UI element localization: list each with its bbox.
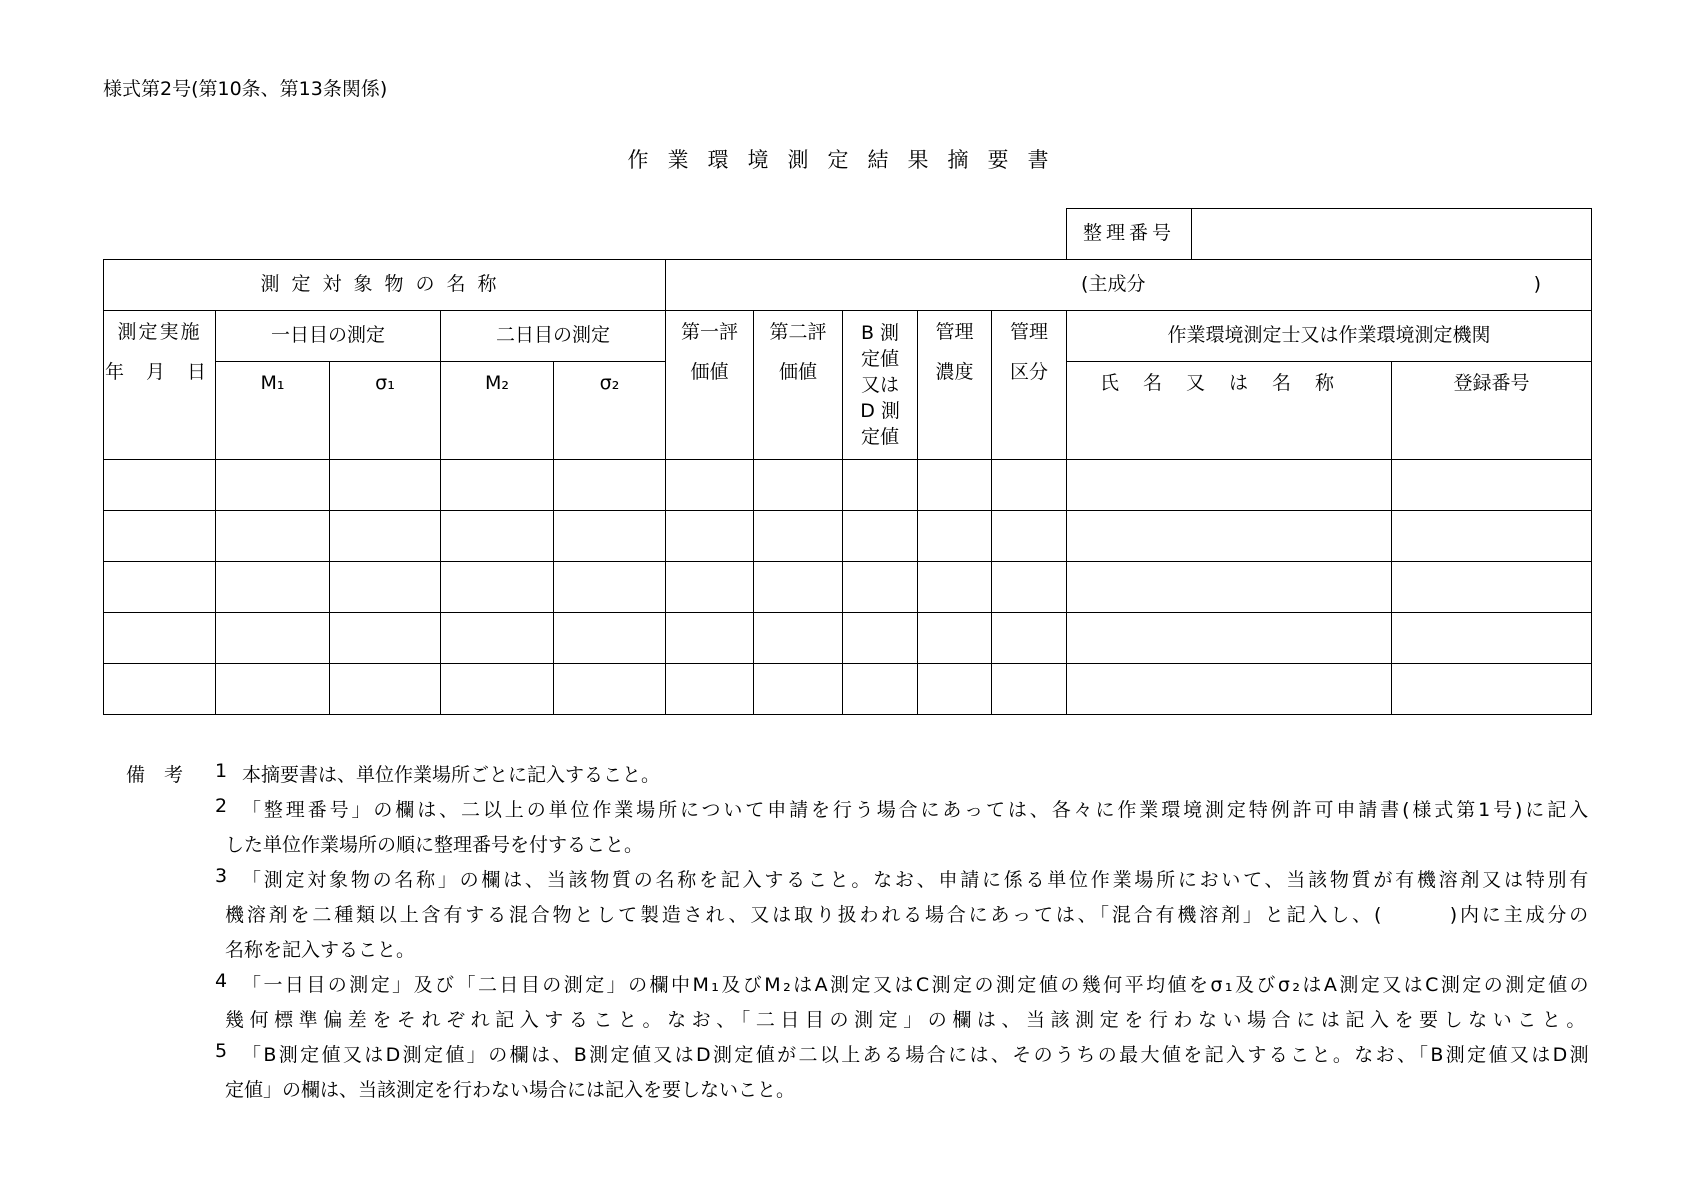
- control-concentration-header: [918, 311, 992, 460]
- table-cell[interactable]: [330, 562, 441, 613]
- date-label-2: 年 月 日: [104, 360, 215, 383]
- table-cell[interactable]: [1392, 664, 1592, 715]
- table-cell[interactable]: [104, 460, 216, 511]
- table-cell[interactable]: [666, 460, 754, 511]
- table-cell[interactable]: [666, 613, 754, 664]
- table-cell[interactable]: [554, 511, 666, 562]
- note-text-line: 「測定対象物の名称」の欄は、当該物質の名称を記入すること。なお、申請に係る単位作業場所において、当該物質が有機溶剤又は特別有: [242, 869, 1591, 891]
- note-number: 2: [215, 795, 228, 817]
- form-number: 様式第2号(第10条、第13条関係): [103, 78, 388, 100]
- table-cell[interactable]: [330, 664, 441, 715]
- reference-number-box: [1066, 208, 1592, 260]
- notes-label: 備 考: [126, 764, 184, 786]
- eval2-label-a: 第二評: [769, 321, 827, 343]
- table-cell[interactable]: [216, 460, 330, 511]
- control-class-header: [992, 311, 1067, 460]
- table-cell[interactable]: [216, 562, 330, 613]
- note-text-line: 「一日目の測定」及び「二日目の測定」の欄中M₁及びM₂はA測定又はC測定の測定値の幾何平均値をσ₁及びσ₂はA測定又はC測定の測定値の: [242, 974, 1591, 996]
- note-text-line: 「B測定値又はD測定値」の欄は、B測定値又はD測定値が二以上ある場合には、そのうちの最大値を記入すること。なお、「B測定値又はD測: [242, 1044, 1591, 1066]
- table-cell[interactable]: [992, 562, 1067, 613]
- table-cell[interactable]: [1392, 613, 1592, 664]
- table-cell[interactable]: [1067, 664, 1392, 715]
- table-cell[interactable]: [992, 460, 1067, 511]
- table-cell[interactable]: [843, 511, 918, 562]
- m2-header: M₂: [441, 362, 554, 460]
- organization-header: 作業環境測定士又は作業環境測定機関: [1067, 311, 1592, 362]
- table-cell[interactable]: [554, 613, 666, 664]
- eval1-header: [666, 311, 754, 460]
- table-cell[interactable]: [216, 511, 330, 562]
- sigma2-header: σ₂: [554, 362, 666, 460]
- table-row: [104, 562, 1592, 613]
- table-cell[interactable]: [554, 562, 666, 613]
- table-cell[interactable]: [104, 511, 216, 562]
- table-cell[interactable]: [441, 562, 554, 613]
- table-cell[interactable]: [918, 460, 992, 511]
- document-title: 作業環境測定結果摘要書: [627, 148, 1068, 172]
- table-cell[interactable]: [843, 613, 918, 664]
- bd-line: 定値: [861, 426, 900, 448]
- table-cell[interactable]: [992, 664, 1067, 715]
- table-cell[interactable]: [330, 613, 441, 664]
- table-cell[interactable]: [1067, 613, 1392, 664]
- reference-number-field[interactable]: [1192, 209, 1592, 260]
- table-cell[interactable]: [666, 562, 754, 613]
- eval1-label-b: 価値: [690, 360, 729, 383]
- table-cell[interactable]: [666, 511, 754, 562]
- measurement-date-header: [104, 311, 216, 460]
- note-text-line: 機溶剤を二種類以上含有する混合物として製造され、又は取り扱われる場合にあっては、「混合有機溶剤」と記入し、( )内に主成分の: [225, 904, 1591, 926]
- table-row: [104, 664, 1592, 715]
- control-concentration-b: 濃度: [935, 360, 974, 383]
- table-cell[interactable]: [754, 460, 843, 511]
- bd-line: B 測: [860, 322, 900, 344]
- note-text-line: 「整理番号」の欄は、二以上の単位作業場所について申請を行う場合にあっては、各々に作業環境測定特例許可申請書(様式第1号)に記入: [242, 799, 1591, 821]
- table-row: [104, 613, 1592, 664]
- table-cell[interactable]: [843, 664, 918, 715]
- eval1-label-a: 第一評: [681, 321, 739, 343]
- eval2-label-b: 価値: [779, 360, 818, 383]
- note-number: 5: [215, 1040, 228, 1062]
- note-text-line: した単位作業場所の順に整理番号を付すること。: [225, 834, 644, 856]
- note-text-line: 名称を記入すること。: [225, 939, 416, 961]
- bd-line: 又は: [861, 374, 900, 396]
- table-cell[interactable]: [216, 664, 330, 715]
- reference-number-label: 整理番号: [1067, 209, 1192, 260]
- day2-header: 二日目の測定: [441, 311, 666, 362]
- table-cell[interactable]: [754, 664, 843, 715]
- table-cell[interactable]: [1067, 511, 1392, 562]
- table-cell[interactable]: [441, 613, 554, 664]
- control-class-a: 管理: [1010, 321, 1049, 343]
- substance-name-field[interactable]: [666, 260, 1592, 311]
- table-cell[interactable]: [216, 613, 330, 664]
- substance-name-label: 測定対象物の名称: [104, 260, 666, 311]
- table-cell[interactable]: [992, 511, 1067, 562]
- table-row: [104, 460, 1592, 511]
- note-text-line: 本摘要書は、単位作業場所ごとに記入すること。: [242, 764, 661, 786]
- control-class-b: 区分: [1010, 360, 1049, 383]
- table-cell[interactable]: [1067, 460, 1392, 511]
- name-header: 氏名又は名称: [1067, 362, 1392, 460]
- table-cell[interactable]: [843, 460, 918, 511]
- table-cell[interactable]: [441, 460, 554, 511]
- table-cell[interactable]: [441, 511, 554, 562]
- registration-number-header: 登録番号: [1392, 362, 1592, 460]
- table-cell[interactable]: [330, 511, 441, 562]
- table-cell[interactable]: [104, 562, 216, 613]
- table-cell[interactable]: [754, 511, 843, 562]
- table-cell[interactable]: [1392, 511, 1592, 562]
- bd-line: D 測: [860, 400, 900, 422]
- table-cell[interactable]: [330, 460, 441, 511]
- table-cell[interactable]: [843, 562, 918, 613]
- table-cell[interactable]: [918, 562, 992, 613]
- date-label-1: 測定実施: [117, 321, 202, 343]
- table-cell[interactable]: [918, 664, 992, 715]
- table-cell[interactable]: [104, 613, 216, 664]
- table-cell[interactable]: [992, 613, 1067, 664]
- m1-header: M₁: [216, 362, 330, 460]
- table-row: [104, 511, 1592, 562]
- main-component-close: ): [1533, 273, 1542, 296]
- results-table: [103, 259, 1592, 715]
- note-number: 3: [215, 865, 228, 887]
- table-cell[interactable]: [554, 664, 666, 715]
- day1-header: 一日目の測定: [216, 311, 441, 362]
- note-number: 4: [215, 970, 228, 992]
- bd-line: 定値: [861, 348, 900, 370]
- note-text-line: 定値」の欄は、当該測定を行わない場合には記入を要しないこと。: [225, 1079, 796, 1101]
- table-cell[interactable]: [918, 613, 992, 664]
- eval2-header: [754, 311, 843, 460]
- table-cell[interactable]: [754, 613, 843, 664]
- note-number: 1: [215, 760, 228, 782]
- table-cell[interactable]: [918, 511, 992, 562]
- note-text-line: 幾何標準偏差をそれぞれ記入すること。なお、「二日目の測定」の欄は、当該測定を行わない場合には記入を要しないこと。: [225, 1009, 1591, 1031]
- sigma1-header: σ₁: [330, 362, 441, 460]
- table-cell[interactable]: [104, 664, 216, 715]
- table-cell[interactable]: [754, 562, 843, 613]
- table-cell[interactable]: [1392, 460, 1592, 511]
- table-cell[interactable]: [1067, 562, 1392, 613]
- table-cell[interactable]: [1392, 562, 1592, 613]
- table-cell[interactable]: [441, 664, 554, 715]
- main-component-label: (主成分: [1081, 273, 1146, 296]
- b-d-value-header: [843, 311, 918, 460]
- table-cell[interactable]: [554, 460, 666, 511]
- table-cell[interactable]: [666, 664, 754, 715]
- control-concentration-a: 管理: [935, 321, 974, 343]
